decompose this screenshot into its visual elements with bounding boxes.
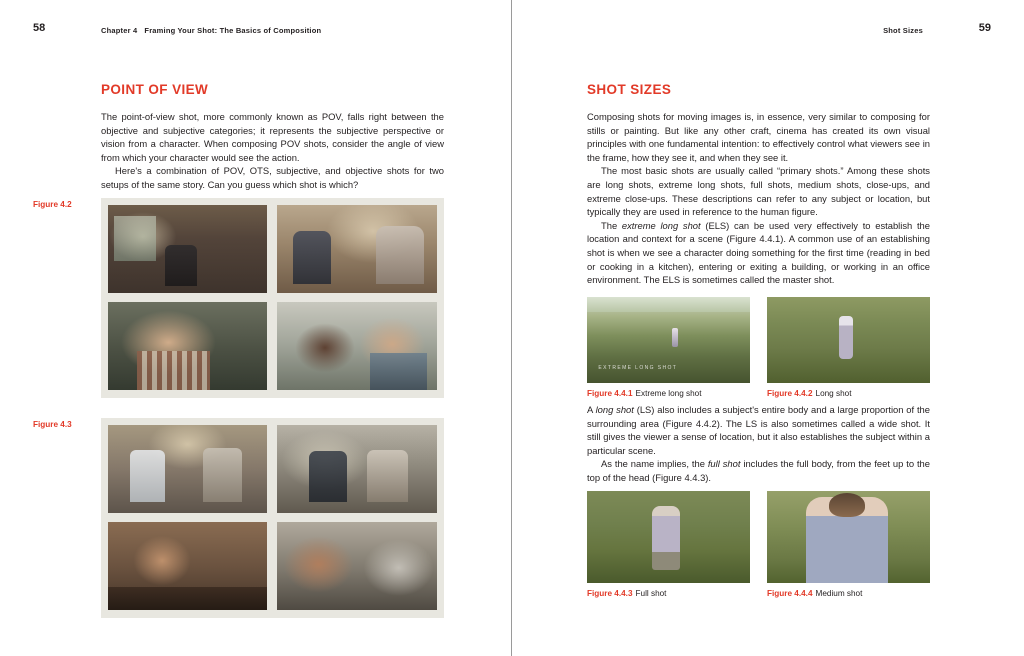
- paragraph-2: Here's a combination of POV, OTS, subjective, and objective shots for two setups of the same story. Can you guess which shot is which?: [101, 165, 444, 190]
- figure-4-4-3-image: [587, 491, 750, 583]
- figure-4-4-2-image: [767, 297, 930, 383]
- running-head-right: Shot Sizes: [883, 26, 923, 35]
- figure-4-4-1-number: Figure 4.4.1: [587, 389, 633, 398]
- paragraph-1: Composing shots for moving images is, in essence, very similar to composing for stills or painting. But like any other craft, cinema has created its own visual principles with one fundamental intention: to effectively control what viewers see in the frame, how they see it, and when they see it.: [587, 111, 930, 163]
- figure-4-2-image-3: [108, 302, 267, 390]
- figure-4-4-2-number: Figure 4.4.2: [767, 389, 813, 398]
- figure-4-2-image-4: [277, 302, 437, 390]
- figure-4-3-image-1: [108, 425, 267, 513]
- figure-4-3-image-4: [277, 522, 437, 610]
- figure-4-3-image-3: [108, 522, 267, 610]
- figure-4-4-4-caption: [767, 588, 862, 599]
- body-column-right-top: [587, 110, 930, 287]
- figure-4-4-2-caption: [767, 388, 851, 399]
- figure-4-4-1-text: Extreme long shot: [635, 389, 702, 398]
- figure-4-3-plate-group: [101, 418, 444, 618]
- figure-4-2-plate-group: [101, 198, 444, 398]
- figure-4-2-image-2: [277, 205, 437, 293]
- page-right: [512, 0, 1024, 656]
- extreme-long-shot-watermark: EXTREME LONG SHOT: [598, 364, 678, 371]
- paragraph-4: A long shot (LS) also includes a subject's entire body and a large proportion of the surrounding area (Figure 4.4.2). The LS is also sometimes called a wide shot. It still gives the viewer a sense of location, but it also establishes the subject within a particular scene.: [587, 404, 930, 456]
- figure-4-4-1-image: [587, 297, 750, 383]
- page-title-shot-sizes: SHOT SIZES: [587, 82, 672, 97]
- figure-label-4-3: Figure 4.3: [33, 420, 72, 429]
- figure-4-4-3-number: Figure 4.4.3: [587, 589, 633, 598]
- figure-4-3-image-2: [277, 425, 437, 513]
- figure-4-4-4-number: Figure 4.4.4: [767, 589, 813, 598]
- paragraph-3: The extreme long shot (ELS) can be used very effectively to establish the location and context for a scene (Figure 4.4.1). A common use of an establishing shot is when we see a character doing something for the first time (reading in bed or cooking in a kitchen), entering or exiting a building, or working in an office environment. The ELS is sometimes called the master shot.: [587, 219, 930, 286]
- figure-4-4-3-text: Full shot: [635, 589, 667, 598]
- page-title-point-of-view: POINT OF VIEW: [101, 82, 209, 97]
- figure-4-4-3-caption: [587, 588, 666, 599]
- page-number-left: 58: [33, 22, 46, 34]
- figure-label-4-2: Figure 4.2: [33, 200, 72, 209]
- running-head-chapter-title: Framing Your Shot: The Basics of Composition: [144, 26, 322, 35]
- figure-4-4-1-caption: [587, 388, 702, 399]
- paragraph-5: As the name implies, the full shot includes the full body, from the feet up to the top of the head (Figure 4.4.3).: [587, 458, 930, 483]
- page-number-right: 59: [978, 22, 991, 34]
- running-head-left: [101, 26, 321, 35]
- body-column-left: [101, 110, 444, 192]
- running-head-chapter: Chapter 4: [101, 26, 138, 35]
- paragraph-1: The point-of-view shot, more commonly known as POV, falls right between the objective and subjective categories; it represents the subjective perspective or vision from a character. When composing POV shots, consider the angle of view from which your character would see the action.: [101, 111, 444, 163]
- paragraph-2: The most basic shots are usually called “primary shots.” Among these shots are long shots, extreme long shots, full shots, medium shots, close-ups, and extreme close-ups. These descriptions can refer to any subject or location, but typically they are used in reference to the human figure.: [587, 165, 930, 218]
- figure-4-2-image-1: [108, 205, 267, 293]
- figure-4-4-4-text: Medium shot: [815, 589, 863, 598]
- figure-4-4-2-text: Long shot: [815, 389, 852, 398]
- figure-4-4-4-image: [767, 491, 930, 583]
- body-column-right-middle: [587, 403, 930, 485]
